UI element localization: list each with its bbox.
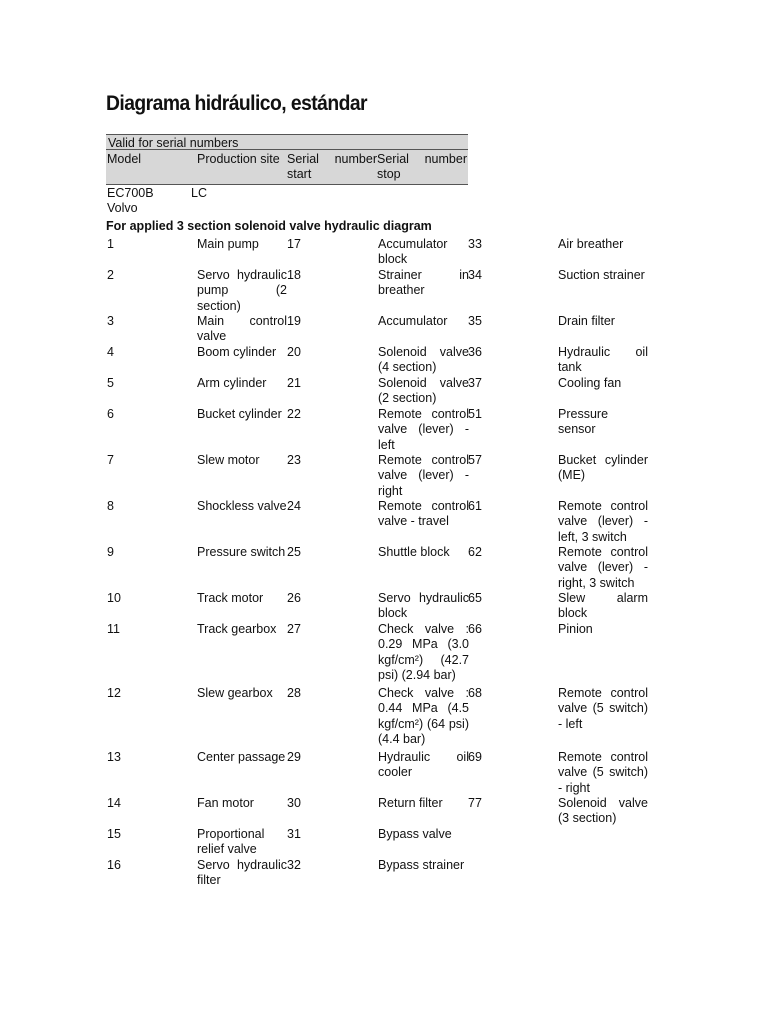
item-number: 18 (287, 268, 301, 282)
item-name: Slew alarm block (558, 591, 648, 621)
part-row (106, 268, 666, 314)
header-serial-stop: Serial number stop (377, 152, 467, 181)
part-row (106, 237, 666, 268)
item-number: 1 (107, 237, 114, 251)
item-number: 16 (107, 858, 121, 872)
item-number: 35 (468, 314, 482, 328)
item-name: Arm cylinder (197, 376, 267, 390)
section-heading: For applied 3 section solenoid valve hydraulic diagram (106, 219, 432, 233)
part-row (106, 407, 666, 453)
parts-list (106, 237, 666, 889)
header-model: Model (107, 152, 142, 166)
item-name: Drain filter (558, 314, 615, 328)
serial-table-caption: Valid for serial numbers (106, 134, 468, 150)
part-row (106, 314, 666, 345)
item-number: 25 (287, 545, 301, 559)
part-row (106, 622, 666, 686)
item-number: 29 (287, 750, 301, 764)
header-production-site: Production site (197, 152, 280, 166)
part-row (106, 686, 666, 750)
item-name: Remote control valve (lever) - right, 3 switch (558, 545, 648, 590)
item-number: 7 (107, 453, 114, 467)
item-name: Bypass valve (378, 827, 452, 841)
item-name: Check valve : 0.29 MPa (3.0 kgf/cm²) (42.7 psi) (2.94 bar) (378, 622, 469, 682)
item-number: 6 (107, 407, 114, 421)
item-number: 62 (468, 545, 482, 559)
item-number: 17 (287, 237, 301, 251)
part-row (106, 376, 666, 407)
item-number: 31 (287, 827, 301, 841)
item-number: 26 (287, 591, 301, 605)
item-number: 11 (107, 622, 120, 636)
item-number: 23 (287, 453, 301, 467)
item-number: 8 (107, 499, 114, 513)
item-name: Strainer in breather (378, 268, 469, 298)
item-number: 15 (107, 827, 121, 841)
item-name: Remote control valve (lever) - right (378, 453, 469, 498)
item-name: Air breather (558, 237, 624, 251)
item-number: 19 (287, 314, 301, 328)
item-number: 28 (287, 686, 301, 700)
item-name: Check valve : 0.44 MPa (4.5 kgf/cm²) (64 psi) (4.4 bar) (378, 686, 469, 746)
item-name: Return filter (378, 796, 443, 810)
item-number: 68 (468, 686, 482, 700)
item-number: 5 (107, 376, 114, 390)
item-name: Slew motor (197, 453, 260, 467)
item-name: Solenoid valve (2 section) (378, 376, 469, 406)
item-number: 9 (107, 545, 114, 559)
item-number: 77 (468, 796, 482, 810)
part-row (106, 345, 666, 376)
item-name: Cooling fan (558, 376, 622, 390)
part-row (106, 453, 666, 499)
item-name: Bucket cylinder (197, 407, 282, 421)
item-name: Main pump (197, 237, 259, 251)
item-name: Bypass strainer (378, 858, 465, 872)
item-number: 65 (468, 591, 482, 605)
item-name: Shuttle block (378, 545, 450, 559)
item-number: 22 (287, 407, 301, 421)
item-number: 34 (468, 268, 482, 282)
item-name: Slew gearbox (197, 686, 273, 700)
item-number: 61 (468, 499, 482, 513)
item-name: Remote control valve (lever) - left, 3 switch (558, 499, 648, 544)
item-name: Pressure switch (197, 545, 286, 559)
serial-table-header (106, 150, 468, 185)
item-number: 10 (107, 591, 121, 605)
part-row (106, 750, 666, 796)
item-name: Remote control valve - travel (378, 499, 469, 529)
item-name: Hydraulic oil cooler (378, 750, 469, 780)
item-number: 3 (107, 314, 114, 328)
page-title: Diagrama hidráulico, estándar (106, 92, 368, 115)
part-row (106, 858, 666, 889)
item-name: Servo hydraulic pump (2 section) (197, 268, 287, 313)
serial-number-table (106, 134, 468, 225)
item-name: Solenoid valve (4 section) (378, 345, 469, 375)
item-name: Remote control valve (5 switch) - right (558, 750, 648, 795)
item-name: Center passage (197, 750, 286, 764)
part-row (106, 591, 666, 622)
item-name: Pressure sensor (558, 407, 609, 437)
row-model: EC700B LC Volvo (107, 186, 208, 215)
part-row (106, 499, 666, 545)
item-name: Servo hydraulic filter (197, 858, 287, 888)
item-name: Track gearbox (197, 622, 277, 636)
item-number: 12 (107, 686, 121, 700)
item-number: 69 (468, 750, 482, 764)
item-name: Proportional relief valve (197, 827, 265, 857)
item-name: Accumulator (378, 314, 448, 328)
item-name: Track motor (197, 591, 264, 605)
item-number: 4 (107, 345, 114, 359)
item-number: 14 (107, 796, 121, 810)
item-name: Bucket cylinder (ME) (558, 453, 648, 483)
item-name: Solenoid valve (3 section) (558, 796, 648, 826)
item-name: Remote control valve (5 switch) - left (558, 686, 648, 731)
item-name: Accumulator block (378, 237, 448, 267)
item-name: Pinion (558, 622, 593, 636)
item-name: Main control valve (197, 314, 287, 344)
item-number: 20 (287, 345, 301, 359)
item-number: 27 (287, 622, 301, 636)
item-number: 30 (287, 796, 301, 810)
item-number: 24 (287, 499, 301, 513)
item-number: 21 (287, 376, 301, 390)
item-number: 2 (107, 268, 114, 282)
item-name: Hydraulic oil tank (558, 345, 648, 375)
item-number: 66 (468, 622, 482, 636)
item-name: Boom cylinder (197, 345, 277, 359)
header-serial-start: Serial number start (287, 152, 377, 181)
part-row (106, 796, 666, 827)
item-number: 33 (468, 237, 482, 251)
item-number: 32 (287, 858, 301, 872)
item-name: Shockless valve (197, 499, 287, 513)
item-name: Fan motor (197, 796, 254, 810)
part-row (106, 827, 666, 858)
item-name: Suction strainer (558, 268, 645, 282)
item-name: Remote control valve (lever) - left (378, 407, 469, 452)
item-number: 37 (468, 376, 482, 390)
item-number: 57 (468, 453, 482, 467)
item-number: 13 (107, 750, 121, 764)
item-name: Servo hydraulic block (378, 591, 469, 621)
part-row (106, 545, 666, 591)
item-number: 36 (468, 345, 482, 359)
item-number: 51 (468, 407, 482, 421)
